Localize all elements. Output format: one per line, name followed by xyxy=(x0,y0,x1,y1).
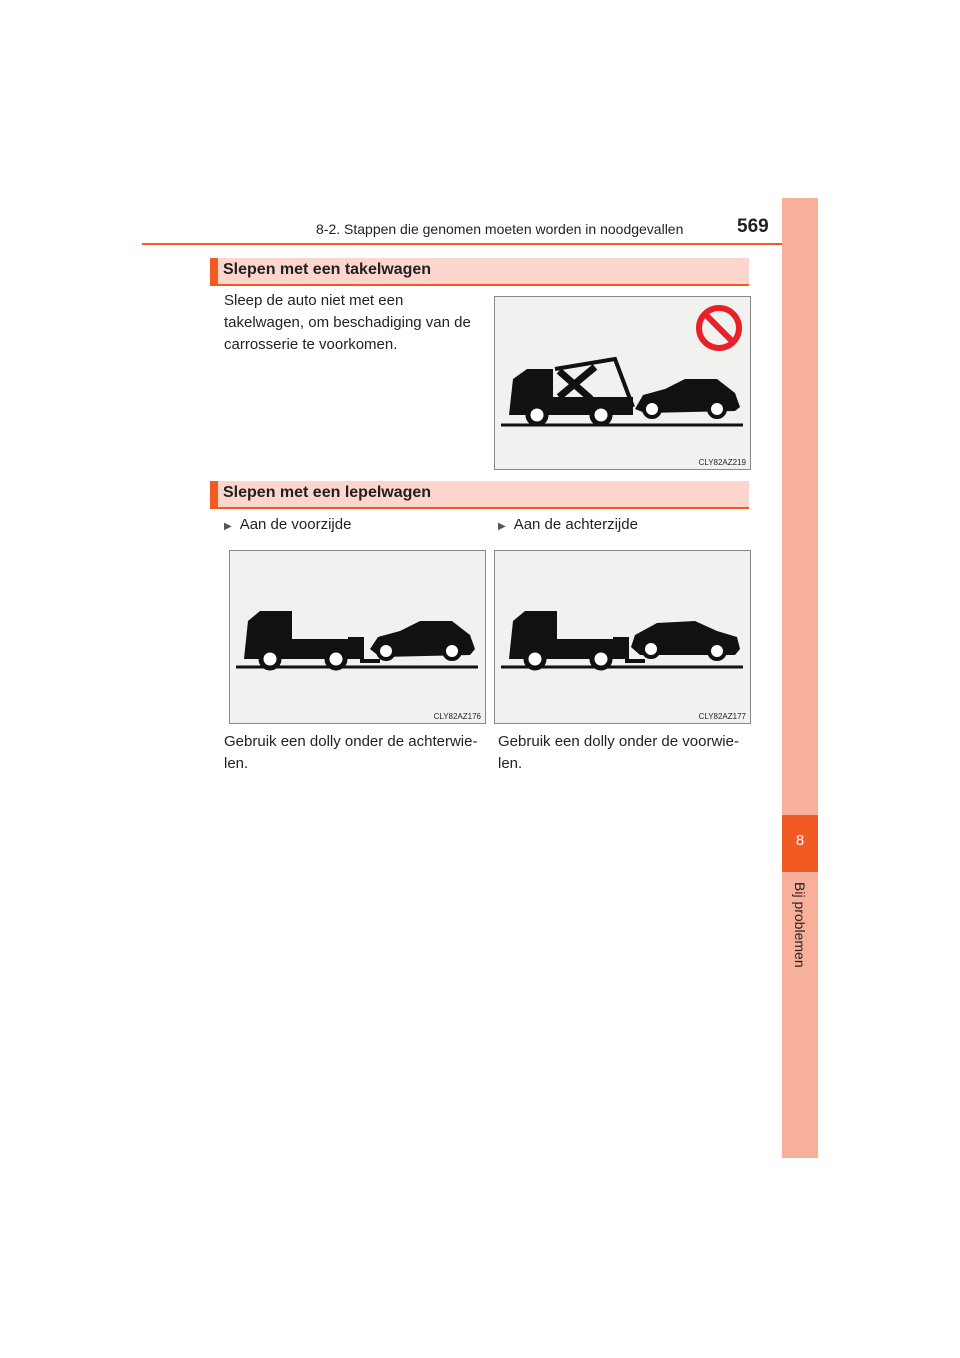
section-header-title: 8-2. Stappen die genomen moeten worden in noodgevallen xyxy=(316,221,684,237)
triangle-bullet-icon: ▶ xyxy=(498,521,506,532)
header-divider xyxy=(142,243,818,245)
wheel-lift-rear-illustration xyxy=(495,551,750,723)
wheel-lift-front-illustration xyxy=(230,551,485,723)
figure-code: CLY82AZ219 xyxy=(698,458,746,467)
heading-text: Slepen met een lepelwagen xyxy=(223,484,432,501)
section-heading-tow-truck xyxy=(210,258,749,286)
chapter-side-tab xyxy=(782,198,818,1158)
rear-tow-caption: Gebruik een dolly onder de voorwie-len. xyxy=(498,733,739,772)
tow-truck-warning-text: Sleep de auto niet met een takelwagen, om beschadiging van de carrosserie te voorkomen. xyxy=(224,292,471,353)
front-tow-caption: Gebruik een dolly onder de achterwie-len. xyxy=(224,733,478,772)
figure-rear-tow xyxy=(494,550,751,724)
figure-front-tow xyxy=(229,550,486,724)
figure-code: CLY82AZ176 xyxy=(433,712,481,721)
option-label: Aan de voorzijde xyxy=(239,516,352,533)
option-rear xyxy=(498,516,638,533)
chapter-label: Bij problemen xyxy=(792,882,808,968)
chapter-number: 8 xyxy=(782,815,818,872)
heading-text: Slepen met een takelwagen xyxy=(223,261,432,278)
tow-truck-illustration xyxy=(495,297,750,469)
figure-code: CLY82AZ177 xyxy=(698,712,746,721)
section-heading-wheel-lift xyxy=(210,481,749,509)
option-front xyxy=(224,516,351,533)
triangle-bullet-icon: ▶ xyxy=(224,521,232,532)
page-number: 569 xyxy=(737,216,769,237)
figure-tow-truck-prohibited xyxy=(494,296,751,470)
option-label: Aan de achterzijde xyxy=(513,516,638,533)
